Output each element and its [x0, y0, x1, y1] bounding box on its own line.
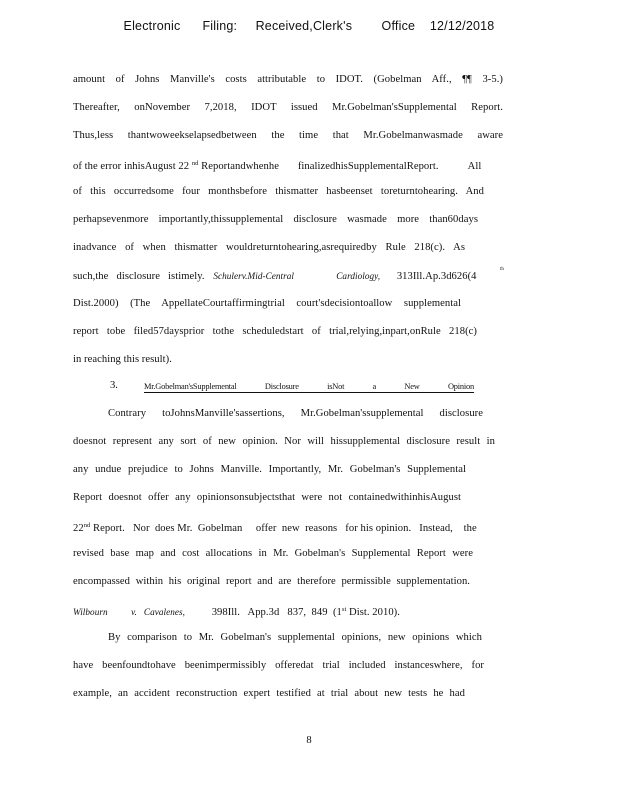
- ordinal-suffix: nd: [191, 160, 199, 167]
- page-number: 8: [306, 735, 312, 746]
- body-line: encompassed within his original report and are therefore permissible supplementation.: [73, 576, 470, 587]
- body-line: By comparison to Mr. Gobelman's supplemental opinions, new opinions which: [108, 632, 482, 643]
- body-line: [73, 519, 477, 536]
- body-line: Contrary toJohnsManville'sassertions, Mr.Gobelman'ssupplemental disclosure: [108, 408, 483, 419]
- body-line: example, an accident reconstruction expert testified at trial about new tests he had: [73, 688, 465, 699]
- body-line: doesnot represent any sort of new opinion. Nor will hissupplemental disclosure result in: [73, 436, 495, 447]
- section-number: 3.: [110, 380, 118, 391]
- case-citation: Wilbourn v. Cavalenes,: [73, 607, 185, 617]
- section-heading: Mr.Gobelman'sSupplemental Disclosure isNot a New Opinion: [144, 382, 474, 391]
- body-text: of the error inhisAugust 22: [73, 161, 190, 172]
- body-line: Thus,less thantwoweekselapsedbetween the time that Mr.Gobelmanwasmade aware: [73, 130, 503, 141]
- filing-header: Electronic Filing: Received,Clerk's Office 12/12/2018: [123, 19, 495, 33]
- body-text: Dist. 2010).: [349, 607, 400, 618]
- body-text: 22: [73, 523, 84, 534]
- body-line: [73, 269, 503, 284]
- body-line: of this occurredsome four monthsbefore thismatter hasbeenset toreturntohearing. And: [73, 186, 484, 197]
- body-line: revised base map and cost allocations in Mr. Gobelman's Supplemental Report were: [73, 548, 473, 559]
- body-line: in reaching this result).: [73, 354, 172, 365]
- body-text: such,the disclosure istimely.: [73, 271, 205, 282]
- ordinal-suffix: th: [500, 267, 504, 272]
- ordinal-suffix: nd: [83, 522, 91, 529]
- body-line: inadvance of when thismatter wouldreturntohearing,asrequiredby Rule 218(c). As: [73, 242, 465, 253]
- body-line: [73, 603, 403, 620]
- body-line: Dist.2000) (The AppellateCourtaffirmingtrial court'sdecisiontoallow supplemental: [73, 298, 461, 309]
- ordinal-suffix: st: [341, 606, 347, 613]
- body-text: 313Ill.Ap.3d626(4: [396, 271, 477, 282]
- body-line: perhapsevenmore importantly,thissupplemental disclosure wasmade more than60days: [73, 214, 478, 225]
- body-line: [73, 157, 485, 174]
- body-line: Report doesnot offer any opinionsonsubjectsthat were not containedwithinhisAugust: [73, 492, 461, 503]
- body-text: Reportandwhenhe finalizedhisSupplementalReport. All: [201, 161, 482, 172]
- body-text: 398Ill. App.3d 837, 849 (1: [211, 607, 342, 618]
- case-citation: Schulerv.Mid-Central Cardiology,: [213, 271, 381, 281]
- body-line: report tobe filed57daysprior tothe scheduledstart of trial,relying,inpart,onRule 218(c): [73, 326, 477, 337]
- body-line: Thereafter, onNovember 7,2018, IDOT issued Mr.Gobelman'sSupplemental Report.: [73, 102, 503, 113]
- body-line: any undue prejudice to Johns Manville. Importantly, Mr. Gobelman's Supplemental: [73, 464, 466, 475]
- body-line: have beenfoundtohave beenimpermissibly offeredat trial included instanceswhere, for: [73, 660, 484, 671]
- body-line: amount of Johns Manville's costs attributable to IDOT. (Gobelman Aff., ¶¶ 3-5.): [73, 74, 503, 85]
- body-text: Report. Nor does Mr. Gobelman offer new reasons for his opinion. Instead, the: [93, 523, 477, 534]
